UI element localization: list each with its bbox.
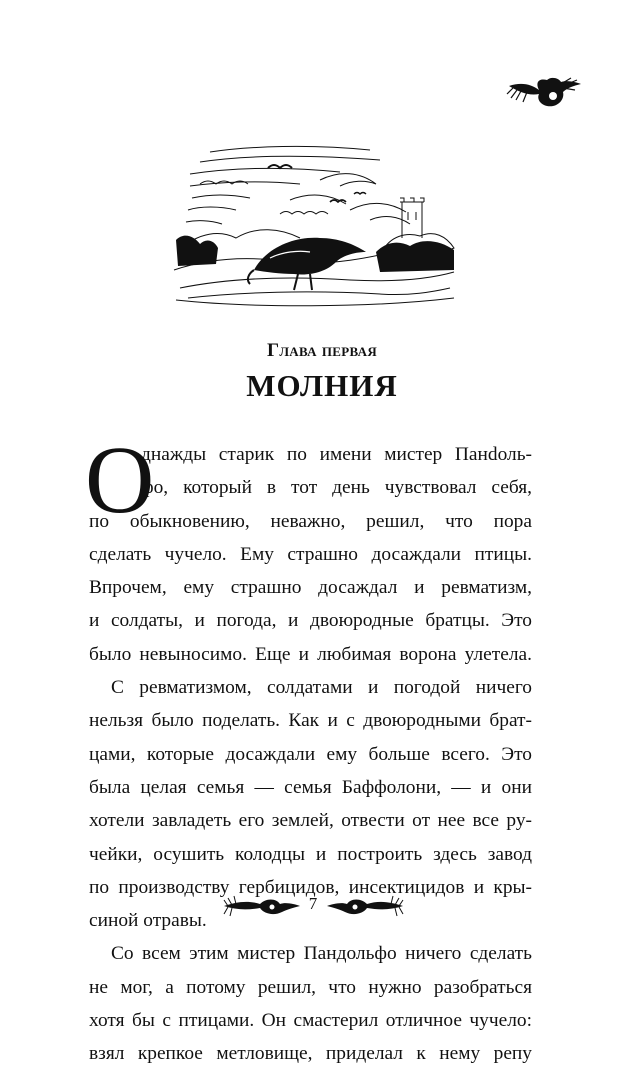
text-line: синой отравы. <box>89 910 207 932</box>
chapter-title: МОЛНИЯ <box>246 368 398 403</box>
text-line: чейки, осушить колодцы и построить здесь завод <box>89 843 532 865</box>
crow-landscape-vignette <box>170 140 460 310</box>
text-line: по производству гербицидов, инсектицидов и кры- <box>89 876 532 898</box>
text-line: нельзя было поделать. Как и с двоюродными брат- <box>89 710 532 732</box>
page-footer <box>0 884 644 924</box>
drop-cap: О <box>85 426 155 533</box>
text-line: взял крепкое метловище, приделал к нему репу <box>89 1043 532 1065</box>
text-line: сделать чучело. Ему страшно досаждали птицы. <box>89 543 532 565</box>
text-line: Со всем этим мистер Пандольфо ничего сделать <box>111 943 532 965</box>
text-line: была целая семья — семья Баффолони, — и они <box>89 776 532 798</box>
bird-ornament-left-icon <box>222 892 302 918</box>
text-line: не мог, а потому решил, что нужно разобраться <box>89 976 532 998</box>
text-line: С ревматизмом, солдатами и погодой ничего <box>111 677 532 699</box>
text-line: и солдаты, и погода, и двоюродные братцы. Это <box>89 610 532 632</box>
text-line: днажды старик по имени мистер Панdоль- <box>141 444 532 465</box>
text-line: по обыкновению, неважно, решил, что пора <box>89 510 532 532</box>
text-line: цами, которые досаждали ему больше всего. Это <box>89 743 532 765</box>
text-line: было невыносимо. Еще и любимая ворона улетела. <box>89 643 532 665</box>
page-number: 7 <box>308 894 318 913</box>
body-text <box>85 426 532 1071</box>
text-line: Впрочем, ему страшно досаждал и ревматизм, <box>89 577 532 599</box>
text-line: хотя бы с птицами. Он смастерил отличное чучело: <box>89 1010 532 1032</box>
flying-bird-ornament <box>505 72 585 112</box>
text-line: фо, который в тот день чувствовал себя, <box>141 477 532 499</box>
chapter-label: Глава первая <box>266 340 378 361</box>
bird-ornament-right-icon <box>325 892 405 918</box>
text-line: хотели завладеть его землей, отвести от нее все ру- <box>89 810 532 832</box>
